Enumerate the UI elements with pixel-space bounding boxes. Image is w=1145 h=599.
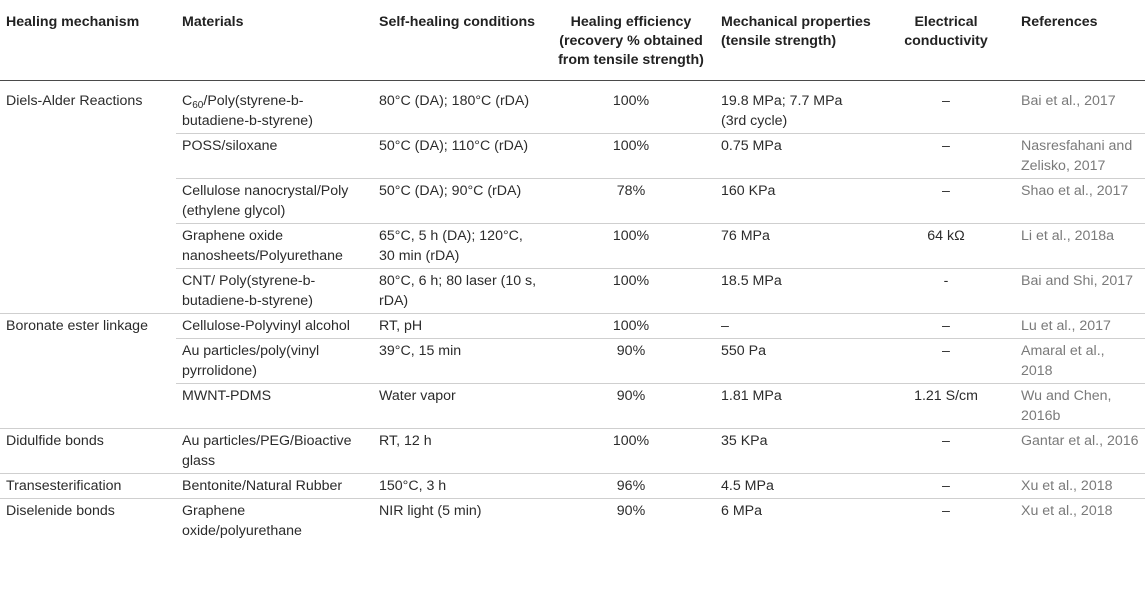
cell-reference: Nasresfahani and Zelisko, 2017 (1015, 134, 1145, 179)
table-row (0, 314, 1145, 339)
cell-mechanical: 0.75 MPa (715, 134, 877, 179)
table-row (0, 269, 1145, 314)
cell-reference: Lu et al., 2017 (1015, 314, 1145, 339)
table-row (0, 224, 1145, 269)
cell-materials: MWNT-PDMS (176, 384, 373, 429)
cell-conditions: RT, pH (373, 314, 547, 339)
cell-conductivity: – (877, 134, 1015, 179)
cell-mechanical: 6 MPa (715, 499, 877, 544)
cell-mechanical: 19.8 MPa; 7.7 MPa (3rd cycle) (721, 93, 843, 129)
cell-mechanism: Boronate ester linkage (0, 314, 176, 339)
cell-reference: Li et al., 2018a (1015, 224, 1145, 269)
cell-conditions: 50°C (DA); 110°C (rDA) (373, 134, 547, 179)
materials-prefix: C (182, 93, 193, 109)
cell-mechanical: 18.5 MPa (715, 269, 877, 314)
cell-materials: CNT/ Poly(styrene-b-butadiene-b-styrene) (176, 269, 373, 314)
cell-efficiency: 100% (547, 269, 715, 314)
cell-mechanical: 76 MPa (715, 224, 877, 269)
header-healing-mechanism: Healing mechanism (0, 0, 176, 81)
cell-mechanical: – (715, 314, 877, 339)
cell-conductivity: – (877, 474, 1015, 499)
cell-conditions: 65°C, 5 h (DA); 120°C, 30 min (rDA) (373, 224, 547, 269)
cell-conductivity: – (942, 93, 950, 109)
cell-reference: Gantar et al., 2016 (1015, 429, 1145, 474)
cell-materials: Bentonite/Natural Rubber (176, 474, 373, 499)
cell-conditions: RT, 12 h (373, 429, 547, 474)
cell-efficiency: 100% (612, 93, 650, 109)
table-row (0, 499, 1145, 544)
cell-conditions: 150°C, 3 h (373, 474, 547, 499)
header-row (0, 0, 1145, 81)
cell-materials: Au particles/poly(vinyl pyrrolidone) (176, 339, 373, 384)
table-header (0, 0, 1145, 81)
table-row (0, 134, 1145, 179)
header-self-healing-conditions: Self-healing conditions (373, 0, 547, 81)
cell-materials: Cellulose nanocrystal/Poly (ethylene glycol) (176, 179, 373, 224)
cell-efficiency: 100% (547, 134, 715, 179)
table-row (0, 179, 1145, 224)
cell-mechanism (0, 384, 176, 429)
cell-efficiency: 100% (547, 314, 715, 339)
cell-conductivity: – (877, 429, 1015, 474)
cell-materials: Graphene oxide nanosheets/Polyurethane (176, 224, 373, 269)
cell-conductivity: – (877, 179, 1015, 224)
cell-conditions: 39°C, 15 min (373, 339, 547, 384)
cell-mechanism (0, 269, 176, 314)
cell-materials: Au particles/PEG/Bioactive glass (176, 429, 373, 474)
cell-efficiency: 90% (547, 384, 715, 429)
cell-mechanism (0, 224, 176, 269)
cell-mechanism: Diselenide bonds (0, 499, 176, 544)
header-references: References (1015, 0, 1145, 81)
cell-conductivity: 64 kΩ (877, 224, 1015, 269)
cell-reference: Bai and Shi, 2017 (1015, 269, 1145, 314)
cell-materials: Cellulose-Polyvinyl alcohol (176, 314, 373, 339)
cell-conductivity: – (877, 314, 1015, 339)
cell-conductivity: – (877, 339, 1015, 384)
cell-conductivity: - (877, 269, 1015, 314)
cell-efficiency: 90% (547, 499, 715, 544)
cell-conditions: 50°C (DA); 90°C (rDA) (373, 179, 547, 224)
header-electrical-conductivity: Electrical conductivity (877, 0, 1015, 81)
header-healing-efficiency: Healing efficiency (recovery % obtained from tensile strength) (547, 0, 715, 81)
cell-mechanism (0, 339, 176, 384)
table-row (0, 339, 1145, 384)
cell-mechanism: Diels-Alder Reactions (6, 93, 143, 109)
cell-efficiency: 96% (547, 474, 715, 499)
cell-materials (176, 81, 373, 134)
cell-materials: POSS/siloxane (176, 134, 373, 179)
cell-efficiency: 78% (547, 179, 715, 224)
header-mechanical-properties: Mechanical properties (tensile strength) (715, 0, 877, 81)
table-row (0, 474, 1145, 499)
cell-materials: Graphene oxide/polyurethane (176, 499, 373, 544)
cell-efficiency: 100% (547, 429, 715, 474)
cell-reference: Xu et al., 2018 (1015, 474, 1145, 499)
cell-conditions: 80°C (DA); 180°C (rDA) (379, 93, 530, 109)
cell-efficiency: 100% (547, 224, 715, 269)
cell-efficiency: 90% (547, 339, 715, 384)
cell-conditions: 80°C, 6 h; 80 laser (10 s, rDA) (373, 269, 547, 314)
cell-reference: Xu et al., 2018 (1015, 499, 1145, 544)
header-materials: Materials (176, 0, 373, 81)
cell-mechanical: 1.81 MPa (715, 384, 877, 429)
cell-conditions: Water vapor (373, 384, 547, 429)
cell-mechanical: 160 KPa (715, 179, 877, 224)
table-row (0, 81, 1145, 134)
table-row (0, 429, 1145, 474)
cell-reference: Amaral et al., 2018 (1015, 339, 1145, 384)
cell-mechanism: Transesterification (0, 474, 176, 499)
cell-conductivity: 1.21 S/cm (877, 384, 1015, 429)
cell-reference: Bai et al., 2017 (1021, 93, 1116, 109)
table-body (0, 81, 1145, 544)
cell-mechanical: 4.5 MPa (715, 474, 877, 499)
cell-reference: Wu and Chen, 2016b (1015, 384, 1145, 429)
cell-mechanical: 550 Pa (715, 339, 877, 384)
table-row (0, 384, 1145, 429)
cell-mechanism: Didulfide bonds (0, 429, 176, 474)
materials-text: /Poly(styrene-b-butadiene-b-styrene) (182, 93, 313, 129)
cell-mechanism (0, 179, 176, 224)
cell-mechanism (0, 134, 176, 179)
cell-conductivity: – (877, 499, 1015, 544)
cell-conditions: NIR light (5 min) (373, 499, 547, 544)
cell-mechanical: 35 KPa (715, 429, 877, 474)
materials-subscript: 60 (192, 100, 204, 111)
cell-reference: Shao et al., 2017 (1015, 179, 1145, 224)
